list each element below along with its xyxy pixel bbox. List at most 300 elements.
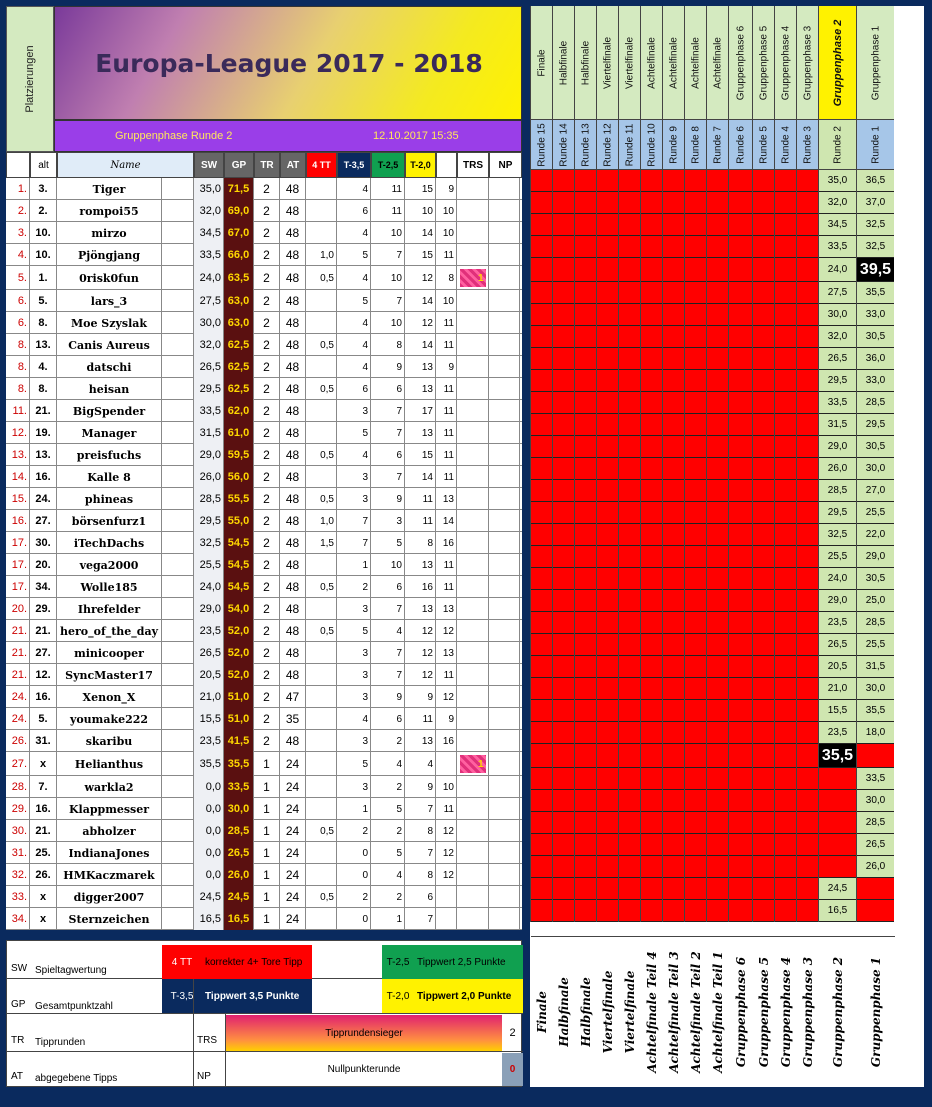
t20-value: 12 — [405, 620, 436, 642]
legend-trs: TRS — [197, 1035, 217, 1046]
np-value — [489, 708, 520, 730]
rank: 17. — [6, 554, 30, 576]
previous-rank: 19. — [30, 422, 57, 444]
round-column — [640, 6, 662, 1073]
round-empty-cell — [663, 612, 684, 634]
table-row — [6, 200, 522, 222]
round-empty-cell — [775, 590, 796, 612]
round-empty-cell — [619, 722, 640, 744]
previous-rank: x — [30, 752, 57, 776]
previous-rank: x — [30, 908, 57, 930]
table-row — [6, 290, 522, 312]
round-empty-cell — [597, 524, 618, 546]
round-empty-cell — [553, 900, 574, 922]
t35-value: 4 — [337, 334, 371, 356]
gp-value: 56,0 — [224, 466, 254, 488]
rank: 12. — [6, 422, 30, 444]
rounds-grid — [530, 6, 924, 1087]
round-empty-cell — [797, 258, 818, 282]
round-empty-cell — [641, 878, 662, 900]
round-empty-cell — [663, 834, 684, 856]
round-empty-cell — [619, 878, 640, 900]
rank: 20. — [6, 598, 30, 620]
t35-value: 7 — [337, 532, 371, 554]
previous-rank: 20. — [30, 554, 57, 576]
round-empty-cell — [553, 656, 574, 678]
t20-value: 14 — [405, 222, 436, 244]
round-empty-cell — [775, 722, 796, 744]
round-empty-cell — [597, 192, 618, 214]
previous-rank: 5. — [30, 290, 57, 312]
np-value — [489, 864, 520, 886]
round-empty-cell — [641, 170, 662, 192]
round-empty-cell — [797, 282, 818, 304]
round-empty-cell — [663, 258, 684, 282]
t2b-value: 12 — [436, 820, 457, 842]
round-empty-cell — [797, 568, 818, 590]
tr-value: 1 — [254, 798, 280, 820]
t2b-value: 11 — [436, 466, 457, 488]
t25-value: 4 — [371, 864, 405, 886]
round-empty-cell — [857, 900, 894, 922]
table-row — [6, 842, 522, 864]
round-empty-cell — [531, 214, 552, 236]
player-name: minicooper — [57, 642, 162, 664]
player-name: Helianthus — [57, 752, 162, 776]
gp-value: 66,0 — [224, 244, 254, 266]
t2b-value: 10 — [436, 222, 457, 244]
round-empty-cell — [775, 678, 796, 700]
tt-value: 0,5 — [306, 444, 337, 466]
t35-value: 5 — [337, 422, 371, 444]
tt-value — [306, 730, 337, 752]
round-empty-cell — [553, 524, 574, 546]
round-empty-cell — [531, 878, 552, 900]
title-banner — [54, 6, 522, 120]
round-empty-cell — [729, 458, 752, 480]
round-empty-cell — [619, 546, 640, 568]
t25-value: 11 — [371, 178, 405, 200]
rank: 13. — [6, 444, 30, 466]
at-value: 48 — [280, 554, 306, 576]
legend-np: NP — [197, 1071, 211, 1082]
round-empty-cell — [797, 480, 818, 502]
round-score: 36,5 — [857, 170, 894, 192]
round-empty-cell — [707, 458, 728, 480]
spacer-cell — [162, 378, 194, 400]
round-empty-cell — [575, 414, 596, 436]
round-empty-cell — [575, 590, 596, 612]
rank: 5. — [6, 266, 30, 290]
player-name: Tiger — [57, 178, 162, 200]
at-value: 24 — [280, 776, 306, 798]
sw-value: 29,0 — [194, 444, 224, 466]
t20-value: 9 — [405, 686, 436, 708]
round-empty-cell — [531, 768, 552, 790]
tt-value — [306, 664, 337, 686]
legend-trs-text: Tipprundensieger — [226, 1015, 502, 1051]
t2b-value: 11 — [436, 334, 457, 356]
tt-value: 0,5 — [306, 886, 337, 908]
round-empty-cell — [597, 744, 618, 768]
round-empty-cell — [753, 678, 774, 700]
sw-value: 31,5 — [194, 422, 224, 444]
round-empty-cell — [819, 856, 856, 878]
round-empty-cell — [575, 812, 596, 834]
round-empty-cell — [729, 834, 752, 856]
tt-value — [306, 708, 337, 730]
rank: 24. — [6, 686, 30, 708]
sw-value: 24,0 — [194, 266, 224, 290]
trs-value — [457, 664, 489, 686]
sw-value: 34,5 — [194, 222, 224, 244]
round-score: 23,5 — [819, 612, 856, 634]
round-score: 30,0 — [857, 790, 894, 812]
sw-value: 0,0 — [194, 776, 224, 798]
tt-value — [306, 776, 337, 798]
np-value — [489, 686, 520, 708]
rank: 4. — [6, 244, 30, 266]
round-empty-cell — [641, 348, 662, 370]
trs-value — [457, 554, 489, 576]
tr-value: 2 — [254, 244, 280, 266]
t20-value: 14 — [405, 466, 436, 488]
round-empty-cell — [729, 414, 752, 436]
round-score: 28,5 — [857, 392, 894, 414]
tt-value — [306, 178, 337, 200]
t25-value: 10 — [371, 222, 405, 244]
legend-gp-text: Gesamtpunktzahl — [35, 1001, 113, 1012]
round-empty-cell — [797, 812, 818, 834]
sw-value: 24,5 — [194, 886, 224, 908]
round-empty-cell — [753, 214, 774, 236]
spacer-cell — [162, 466, 194, 488]
t35-value: 3 — [337, 466, 371, 488]
round-empty-cell — [597, 236, 618, 258]
t35-value: 2 — [337, 886, 371, 908]
np-value — [489, 554, 520, 576]
player-name: vega2000 — [57, 554, 162, 576]
at-value: 48 — [280, 334, 306, 356]
t20-value: 14 — [405, 334, 436, 356]
round-empty-cell — [531, 722, 552, 744]
round-empty-cell — [729, 304, 752, 326]
round-empty-cell — [707, 700, 728, 722]
rank: 6. — [6, 290, 30, 312]
tt-value: 1,0 — [306, 510, 337, 532]
round-empty-cell — [729, 348, 752, 370]
rank: 34. — [6, 908, 30, 930]
round-empty-cell — [729, 568, 752, 590]
round-empty-cell — [707, 856, 728, 878]
previous-rank: 16. — [30, 798, 57, 820]
round-empty-cell — [619, 258, 640, 282]
sw-value: 26,0 — [194, 466, 224, 488]
round-empty-cell — [707, 524, 728, 546]
round-empty-cell — [531, 812, 552, 834]
round-score: 30,0 — [857, 458, 894, 480]
round-empty-cell — [685, 656, 706, 678]
round-empty-cell — [775, 834, 796, 856]
round-label: Runde 11 — [624, 123, 635, 166]
t2b-value: 9 — [436, 178, 457, 200]
t35-value: 3 — [337, 598, 371, 620]
t35-value: 6 — [337, 378, 371, 400]
round-empty-cell — [619, 370, 640, 392]
round-empty-cell — [619, 678, 640, 700]
rank: 17. — [6, 576, 30, 598]
sw-value: 25,5 — [194, 554, 224, 576]
trs-value — [457, 444, 489, 466]
t35-value: 5 — [337, 752, 371, 776]
table-row — [6, 686, 522, 708]
round-empty-cell — [797, 634, 818, 656]
round-label: Runde 15 — [536, 122, 547, 167]
at-value: 48 — [280, 642, 306, 664]
at-value: 48 — [280, 222, 306, 244]
np-value — [489, 422, 520, 444]
round-empty-cell — [531, 414, 552, 436]
trs-value — [457, 776, 489, 798]
round-empty-cell — [685, 678, 706, 700]
previous-rank: 21. — [30, 820, 57, 842]
round-empty-cell — [619, 656, 640, 678]
col-name: Name — [57, 152, 194, 178]
t2b-value: 10 — [436, 290, 457, 312]
player-name: Ihrefelder — [57, 598, 162, 620]
spacer-cell — [162, 864, 194, 886]
round-score: 34,5 — [819, 214, 856, 236]
gp-value: 16,5 — [224, 908, 254, 930]
legend-tr-text: Tipprunden — [35, 1037, 86, 1048]
rank: 27. — [6, 752, 30, 776]
spacer-cell — [162, 798, 194, 820]
round-empty-cell — [531, 348, 552, 370]
round-empty-cell — [663, 480, 684, 502]
round-empty-cell — [819, 768, 856, 790]
player-name: BigSpender — [57, 400, 162, 422]
gp-value: 52,0 — [224, 664, 254, 686]
round-empty-cell — [641, 480, 662, 502]
round-empty-cell — [575, 214, 596, 236]
bottom-phase-label: Halbfinale — [557, 977, 571, 1047]
t2b-value: 11 — [436, 664, 457, 686]
player-name: youmake222 — [57, 708, 162, 730]
round-empty-cell — [707, 812, 728, 834]
at-value: 48 — [280, 488, 306, 510]
gp-value: 30,0 — [224, 798, 254, 820]
round-score: 29,0 — [819, 436, 856, 458]
round-empty-cell — [753, 856, 774, 878]
table-row — [6, 422, 522, 444]
round-score: 37,0 — [857, 192, 894, 214]
round-empty-cell — [553, 722, 574, 744]
round-empty-cell — [641, 214, 662, 236]
t2b-value: 8 — [436, 266, 457, 290]
round-empty-cell — [641, 258, 662, 282]
tt-value — [306, 642, 337, 664]
round-empty-cell — [663, 392, 684, 414]
round-empty-cell — [597, 502, 618, 524]
round-empty-cell — [729, 612, 752, 634]
round-empty-cell — [797, 392, 818, 414]
t20-value: 7 — [405, 908, 436, 930]
tr-value: 2 — [254, 178, 280, 200]
round-empty-cell — [729, 370, 752, 392]
player-name: 0risk0fun — [57, 266, 162, 290]
round-empty-cell — [775, 878, 796, 900]
round-empty-cell — [685, 502, 706, 524]
t25-value: 10 — [371, 312, 405, 334]
phase-label: Halbfinale — [558, 40, 569, 85]
t2b-value: 11 — [436, 312, 457, 334]
t2b-value: 11 — [436, 576, 457, 598]
round-empty-cell — [707, 546, 728, 568]
round-empty-cell — [575, 480, 596, 502]
round-empty-cell — [553, 236, 574, 258]
round-score: 33,5 — [819, 236, 856, 258]
phase-label: Achtelfinale — [690, 36, 701, 89]
spacer-cell — [162, 664, 194, 686]
np-value — [489, 222, 520, 244]
round-empty-cell — [575, 370, 596, 392]
trs-value — [457, 730, 489, 752]
round-score: 32,5 — [819, 524, 856, 546]
bottom-phase-label: Viertelfinale — [623, 970, 637, 1054]
trs-value — [457, 642, 489, 664]
round-empty-cell — [619, 524, 640, 546]
previous-rank: 27. — [30, 510, 57, 532]
round-empty-cell — [597, 392, 618, 414]
phase-label: Gruppenphase 4 — [780, 25, 791, 100]
round-score: 30,5 — [857, 436, 894, 458]
tt-value — [306, 864, 337, 886]
round-empty-cell — [729, 282, 752, 304]
t35-value: 4 — [337, 312, 371, 334]
round-empty-cell — [575, 282, 596, 304]
t25-value: 4 — [371, 620, 405, 642]
round-empty-cell — [797, 214, 818, 236]
round-score: 35,5 — [857, 282, 894, 304]
round-score: 29,5 — [857, 414, 894, 436]
gp-value: 67,0 — [224, 222, 254, 244]
spacer-cell — [162, 510, 194, 532]
round-empty-cell — [531, 634, 552, 656]
round-label: Runde 4 — [780, 125, 791, 164]
t35-value: 3 — [337, 776, 371, 798]
round-score: 25,0 — [857, 590, 894, 612]
player-name: iTechDachs — [57, 532, 162, 554]
tt-value — [306, 842, 337, 864]
sw-value: 15,5 — [194, 708, 224, 730]
phase-label: Viertelfinale — [624, 36, 635, 89]
tr-value: 2 — [254, 200, 280, 222]
round-empty-cell — [553, 856, 574, 878]
round-score: 27,5 — [819, 282, 856, 304]
bottom-phase-label: Achtelfinale Teil 3 — [667, 951, 681, 1073]
round-empty-cell — [797, 590, 818, 612]
round-empty-cell — [553, 590, 574, 612]
round-empty-cell — [685, 590, 706, 612]
round-empty-cell — [663, 502, 684, 524]
round-score: 18,0 — [857, 722, 894, 744]
t20-value: 12 — [405, 266, 436, 290]
round-empty-cell — [619, 304, 640, 326]
legend-at-text: abgegebene Tipps — [35, 1073, 118, 1084]
round-empty-cell — [685, 812, 706, 834]
previous-rank: 4. — [30, 356, 57, 378]
round-empty-cell — [775, 634, 796, 656]
round-empty-cell — [729, 170, 752, 192]
tr-value: 2 — [254, 334, 280, 356]
round-score: 29,0 — [857, 546, 894, 568]
round-column — [684, 6, 706, 1073]
round-empty-cell — [753, 458, 774, 480]
t20-value: 14 — [405, 290, 436, 312]
round-empty-cell — [729, 214, 752, 236]
bottom-phase-label: Gruppenphase 6 — [734, 956, 748, 1068]
round-empty-cell — [641, 524, 662, 546]
t20-value: 8 — [405, 864, 436, 886]
tt-value: 0,5 — [306, 378, 337, 400]
round-empty-cell — [753, 656, 774, 678]
spacer-cell — [162, 244, 194, 266]
rank: 24. — [6, 708, 30, 730]
sw-value: 23,5 — [194, 730, 224, 752]
trs-value — [457, 222, 489, 244]
round-empty-cell — [597, 414, 618, 436]
round-empty-cell — [685, 170, 706, 192]
t25-value: 10 — [371, 266, 405, 290]
round-empty-cell — [531, 326, 552, 348]
round-empty-cell — [619, 790, 640, 812]
t2b-value: 11 — [436, 244, 457, 266]
round-empty-cell — [619, 392, 640, 414]
t35-value: 6 — [337, 200, 371, 222]
round-empty-cell — [685, 834, 706, 856]
col-t25: T-2,5 — [371, 152, 405, 178]
round-label: Runde 7 — [712, 125, 723, 164]
round-empty-cell — [707, 768, 728, 790]
rank: 2. — [6, 200, 30, 222]
tt-value: 1,5 — [306, 532, 337, 554]
tr-value: 2 — [254, 266, 280, 290]
round-empty-cell — [597, 900, 618, 922]
previous-rank: 1. — [30, 266, 57, 290]
round-empty-cell — [575, 192, 596, 214]
t25-value: 7 — [371, 598, 405, 620]
previous-rank: 7. — [30, 776, 57, 798]
gp-value: 69,0 — [224, 200, 254, 222]
t20-value: 7 — [405, 842, 436, 864]
gp-value: 62,5 — [224, 334, 254, 356]
round-empty-cell — [553, 304, 574, 326]
round-empty-cell — [575, 568, 596, 590]
trs-value — [457, 864, 489, 886]
col-t35: T-3,5 — [337, 152, 371, 178]
round-empty-cell — [775, 436, 796, 458]
bottom-phase-label: Gruppenphase 2 — [831, 956, 845, 1068]
round-empty-cell — [663, 722, 684, 744]
round-column — [818, 6, 856, 1068]
round-empty-cell — [775, 348, 796, 370]
rank: 8. — [6, 334, 30, 356]
at-value: 48 — [280, 730, 306, 752]
round-label: Runde 8 — [690, 125, 701, 164]
sw-value: 30,0 — [194, 312, 224, 334]
round-empty-cell — [641, 634, 662, 656]
bottom-phase-label: Halbfinale — [579, 977, 593, 1047]
